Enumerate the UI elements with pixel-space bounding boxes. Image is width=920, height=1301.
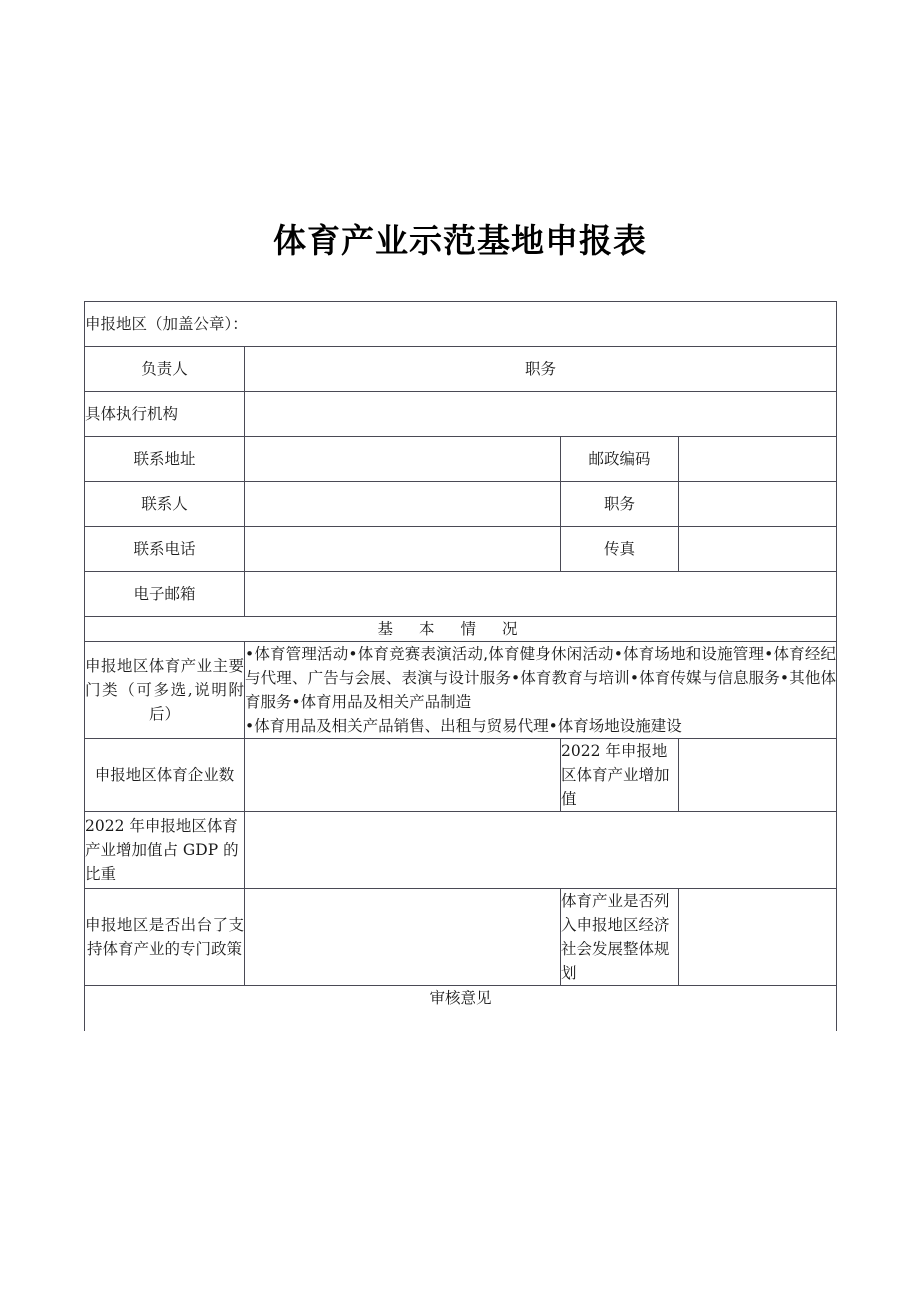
email-value[interactable] [245,572,837,617]
table-row-contact-person [85,482,837,527]
table-row-special-policy [85,889,837,986]
person-in-charge-label: 负责人 [85,347,245,392]
table-row-enterprise-count [85,739,837,812]
postal-code-label: 邮政编码 [561,437,679,482]
page-title: 体育产业示范基地申报表 [273,221,647,260]
table-row-declare-region [85,302,837,347]
table-row-basic-info-header [85,617,837,642]
gdp-ratio-value[interactable] [245,812,837,889]
main-categories-options[interactable] [245,642,837,739]
contact-address-value[interactable] [245,437,561,482]
table-row-person-in-charge [85,347,837,392]
added-value-value[interactable] [679,739,837,812]
fax-value[interactable] [679,527,837,572]
table-row-contact-address [85,437,837,482]
special-policy-label: 申报地区是否出台了支持体育产业的专门政策 [85,889,245,986]
executive-org-value[interactable] [245,392,837,437]
table-row-email [85,572,837,617]
table-row-contact-phone [85,527,837,572]
position-label: 职务 [525,359,557,378]
contact-person-value[interactable] [245,482,561,527]
basic-info-section-header: 基本情况 [85,617,837,642]
main-categories-label: 申报地区体育产业主要门类（可多选,说明附后） [85,642,245,739]
contact-person-label: 联系人 [85,482,245,527]
main-categories-line-2: •体育用品及相关产品销售、出租与贸易代理•体育场地设施建设 [245,717,682,736]
fax-label: 传真 [561,527,679,572]
enterprise-count-label: 申报地区体育企业数 [85,739,245,812]
declare-region-label: 申报地区（加盖公章）： [85,302,837,347]
executive-org-label: 具体执行机构 [85,392,245,437]
contact-address-label: 联系地址 [85,437,245,482]
table-left-border-stub [84,1000,85,1031]
table-row-main-categories [85,642,837,739]
table-row-gdp-ratio [85,812,837,889]
audit-opinion-label: 审核意见 [429,989,492,1008]
main-categories-line-1: •体育管理活动•体育竞赛表演活动,体育健身休闲活动•体育场地和设施管理•体育经纪与代理、广告与会展、表演与设计服务•体育教育与培训•体育传媒与信息服务•其他体育服务•体育用品及相关产品制造 [245,645,837,712]
contact-phone-label: 联系电话 [85,527,245,572]
contact-position-value[interactable] [679,482,837,527]
contact-position-label: 职务 [561,482,679,527]
table-row-executive-org [85,392,837,437]
page-bottom-clip [0,1031,920,1301]
enterprise-count-value[interactable] [245,739,561,812]
contact-phone-value[interactable] [245,527,561,572]
person-in-charge-value-and-position[interactable] [245,347,837,392]
gdp-ratio-label: 2022 年申报地区体育产业增加值占 GDP 的比重 [85,812,245,889]
email-label: 电子邮箱 [85,572,245,617]
added-value-label: 2022 年申报地区体育产业增加值 [561,739,679,812]
special-policy-value[interactable] [245,889,561,986]
included-in-plan-label: 体育产业是否列入申报地区经济社会发展整体规划 [561,889,679,986]
included-in-plan-value[interactable] [679,889,837,986]
postal-code-value[interactable] [679,437,837,482]
